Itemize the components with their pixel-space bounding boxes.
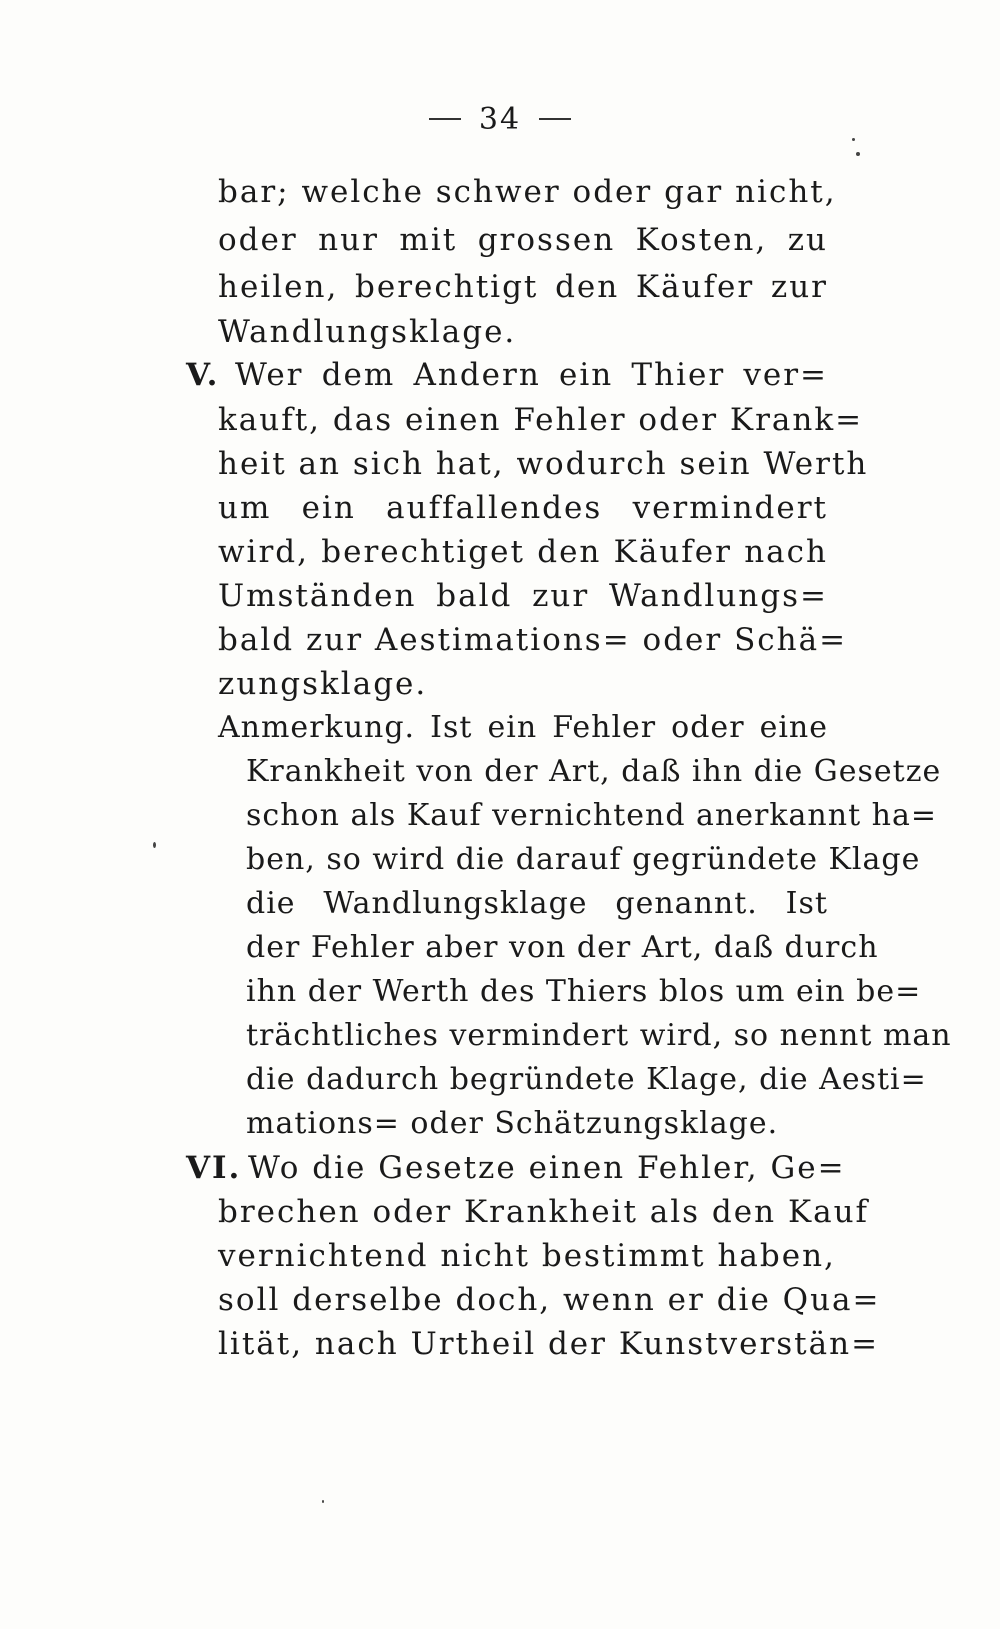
- text-line: lität, nach Urtheil der Kunstverstän=: [218, 1326, 880, 1362]
- header-dash-left: [429, 118, 461, 120]
- paragraph-number: V.: [186, 357, 220, 393]
- page-number: 34: [478, 102, 522, 137]
- text-line: bar; welche schwer oder gar nicht,: [218, 174, 837, 210]
- header-dash-right: [539, 118, 571, 120]
- note-line: ben, so wird die darauf gegründete Klage: [246, 842, 921, 877]
- text-line: brechen oder Krankheit als den Kauf: [218, 1194, 870, 1230]
- text-line: Wandlungsklage.: [218, 314, 517, 350]
- text-line: heit an sich hat, wodurch sein Werth: [218, 446, 869, 482]
- text-line: bald zur Aestimations= oder Schä=: [218, 622, 848, 658]
- note-line: der Fehler aber von der Art, daß durch: [246, 930, 879, 965]
- note-line: mations= oder Schätzungsklage.: [246, 1106, 779, 1141]
- page-header: [0, 102, 1000, 137]
- note-line: Krankheit von der Art, daß ihn die Gesetze: [246, 754, 942, 789]
- text-line: um ein auffallendes vermindert: [218, 490, 828, 526]
- note-line: Anmerkung. Ist ein Fehler oder eine: [218, 710, 828, 745]
- text-line: Wo die Gesetze einen Fehler, Ge=: [248, 1150, 846, 1186]
- text-line: kauft, das einen Fehler oder Krank=: [218, 402, 864, 438]
- text-line: Wer dem Andern ein Thier ver=: [235, 357, 828, 393]
- scan-speck: [852, 138, 855, 141]
- scan-speck: [153, 842, 156, 848]
- paragraph-number: VI.: [186, 1150, 242, 1186]
- text-line: oder nur mit grossen Kosten, zu: [218, 222, 828, 258]
- note-line: schon als Kauf vernichtend anerkannt ha=: [246, 798, 938, 833]
- note-line: die dadurch begründete Klage, die Aesti=: [246, 1062, 927, 1097]
- text-line: soll derselbe doch, wenn er die Qua=: [218, 1282, 881, 1318]
- text-line: heilen, berechtigt den Käufer zur: [218, 269, 828, 305]
- note-line: ihn der Werth des Thiers blos um ein be=: [246, 974, 922, 1009]
- note-line: die Wandlungsklage genannt. Ist: [246, 886, 828, 921]
- text-line: wird, berechtiget den Käufer nach: [218, 534, 828, 570]
- note-line: trächtliches vermindert wird, so nennt man: [246, 1018, 952, 1053]
- text-line: Umständen bald zur Wandlungs=: [218, 578, 828, 614]
- text-line: vernichtend nicht bestimmt haben,: [218, 1238, 836, 1274]
- scan-speck: [322, 1500, 324, 1503]
- text-line: zungsklage.: [218, 666, 428, 702]
- scan-speck: [856, 152, 860, 156]
